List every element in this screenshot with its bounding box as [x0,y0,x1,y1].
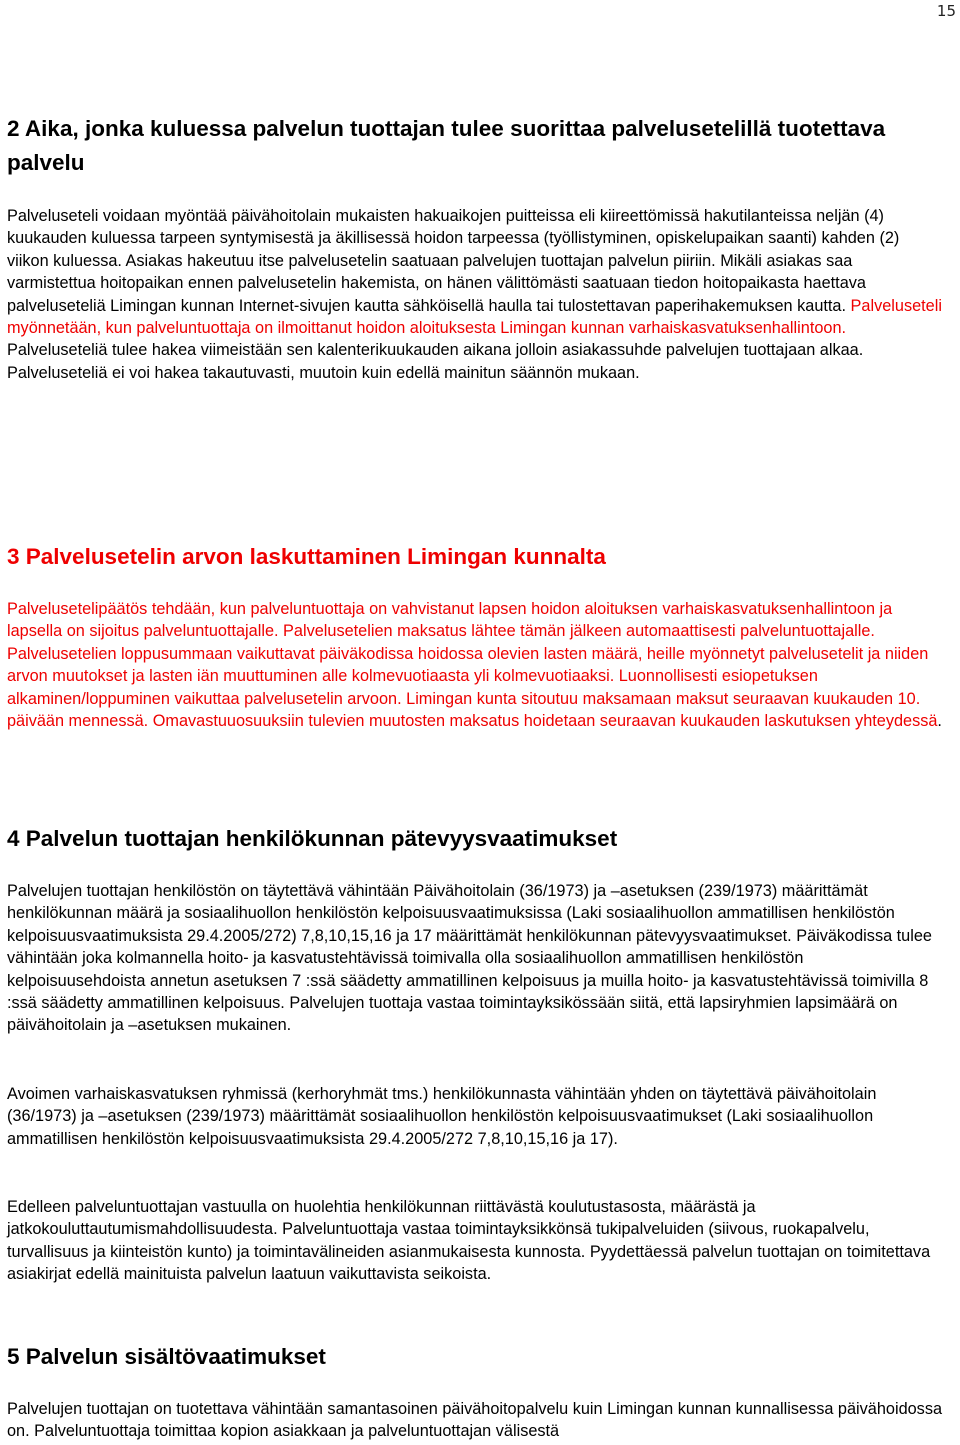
section-5-heading: 5 Palvelun sisältövaatimukset [7,1344,326,1369]
section-4-paragraph-2: Avoimen varhaiskasvatuksen ryhmissä (kerhoryhmät tms.) henkilökunnasta vähintään yhden on täytettävä päivähoitolain (36/1973) ja –asetuksen (239/1973) määrittämät sosiaalihuollon henkilöstön kelpoisuusvaatimukset (Laki sosiaalihuollon ammatillisen henkilöstön kelpoisuusvaatimuksista 29.4.2005/272 7,8,10,15,16 ja 17). [7,1085,877,1148]
section-3-heading: 3 Palvelusetelin arvon laskuttaminen Limingan kunnalta [7,544,606,569]
section-4-paragraph-1: Palvelujen tuottajan henkilöstön on täytettävä vähintään Päivähoitolain (36/1973) ja –asetuksen (239/1973) määrittämät henkilökunnan määrä ja sosiaalihuollon henkilöstön kelpoisuusvaatimuksissa (Laki sosiaalihuollon ammatillisen henkilöstön kelpoisuusvaatimuksista 29.4.2005/272) 7,8,10,15,16 ja 17 määrittämät henkilökunnan pätevyysvaatimukset. Päiväkodissa tulee vähintään joka kolmannella hoito- ja kasvatustehtävissä toimivalla olla sosiaalihuollon ammatillisen henkilöstön kelpoisuusehdoista annetun asetuksen 7 :ssä säädetty ammatillinen kelpoisuus ja muilla hoito- ja kasvatustehtävissä toimivilla 8 :ssä säädetty ammatillinen kelpoisuus. Palvelujen tuottaja vastaa toimintayksikössään siitä, että lapsiryhmien lapsimäärä on päivähoitolain ja –asetuksen mukainen. [7,882,932,1035]
page-number: 15 [936,2,956,20]
section-4-paragraph-3: Edelleen palveluntuottajan vastuulla on huolehtia henkilökunnan riittävästä koulutustasosta, määrästä ja jatkokouluttautumismahdollisuudesta. Palveluntuottaja vastaa toimintayksikkönsä tukipalveluiden (siivous, ruokapalvelu, turvallisuus ja kiinteistön kunto) ja toimintavälineiden asianmukaisesta kunnosta. Pyydettäessä palvelun tuottajan on toimitettava asiakirjat edellä mainituista palvelun laatuun vaikuttavista seikoista. [7,1198,931,1284]
section-2-paragraph [7,205,943,384]
section-3-text-end: . [937,712,942,731]
section-2-highlight-text: Palveluseteli myönnetään, kun palveluntuottaja on ilmoittanut hoidon aloituksesta Limingan kunnan varhaiskasvatuksenhallintoon. [7,296,942,338]
section-4-heading: 4 Palvelun tuottajan henkilökunnan pätevyysvaatimukset [7,826,618,851]
section-3-paragraph [7,598,943,732]
section-5-paragraph-1: Palvelujen tuottajan on tuotettava vähintään samantasoinen päivähoitopalvelu kuin Limingan kunnan kunnallisessa päivähoidossa on. Palveluntuottaja toimittaa kopion asiakkaan ja palveluntuottajan välisestä [7,1400,943,1441]
section-2-heading: 2 Aika, jonka kuluessa palvelun tuottajan tulee suorittaa palvelusetelillä tuotettava palvelu [7,116,886,175]
section-2-text-end: Palveluseteliä tulee hakea viimeistään sen kalenterikuukauden aikana jolloin asiakassuhde palvelujen tuottajaan alkaa. Palveluseteliä ei voi hakea takautuvasti, muutoin kuin edellä mainitun säännön mukaan. [7,341,864,382]
section-2-text: Palveluseteli voidaan myöntää päivähoitolain mukaisten hakuaikojen puitteissa eli kiireettömissä hakutilanteissa neljän (4) kuukauden kuluessa tarpeen syntymisestä ja äkillisessä hoidon tarpeessa (työllistyminen, opiskelupaikan saanti) kahden (2) viikon kuluessa. Asiakas hakeutuu itse palvelusetelin saatuaan palvelujen tuottajan palvelun piiriin. Mikäli asiakas saa varmistettua hoitopaikan ennen palvelusetelin hakemista, on hänen välittömästi saatuaan tiedon hoitopaikasta haettava palveluseteliä Limingan kunnan Internet-sivujen kautta sähköisellä haulla tai tulostettavan paperihakemuksen kautta. [7,207,900,315]
section-3-highlight-text: Palvelusetelipäätös tehdään, kun palveluntuottaja on vahvistanut lapsen hoidon aloituksen varhaiskasvatuksenhallintoon ja lapsella on sijoitus palveluntuottajalle. Palvelusetelien maksatus lähtee tämän jälkeen automaattisesti palveluntuottajalle. Palvelusetelien loppusummaan vaikuttavat päiväkodissa hoidossa olevien lasten määrä, heille myönnetyt palvelusetelit ja niiden arvon muutokset ja lasten iän muuttuminen alle kolmevuotiaasta yli kolmevuotiaaksi. Luonnollisesti esiopetuksen alkaminen/loppuminen vaikuttaa palvelusetelin arvoon. Limingan kunta sitoutuu maksamaan maksut seuraavan kuukauden 10. päivään mennessä. Omavastuuosuuksiin tulevien muutosten maksatus hoidetaan seuraavan kuukauden laskutuksen yhteydessä [7,600,938,731]
